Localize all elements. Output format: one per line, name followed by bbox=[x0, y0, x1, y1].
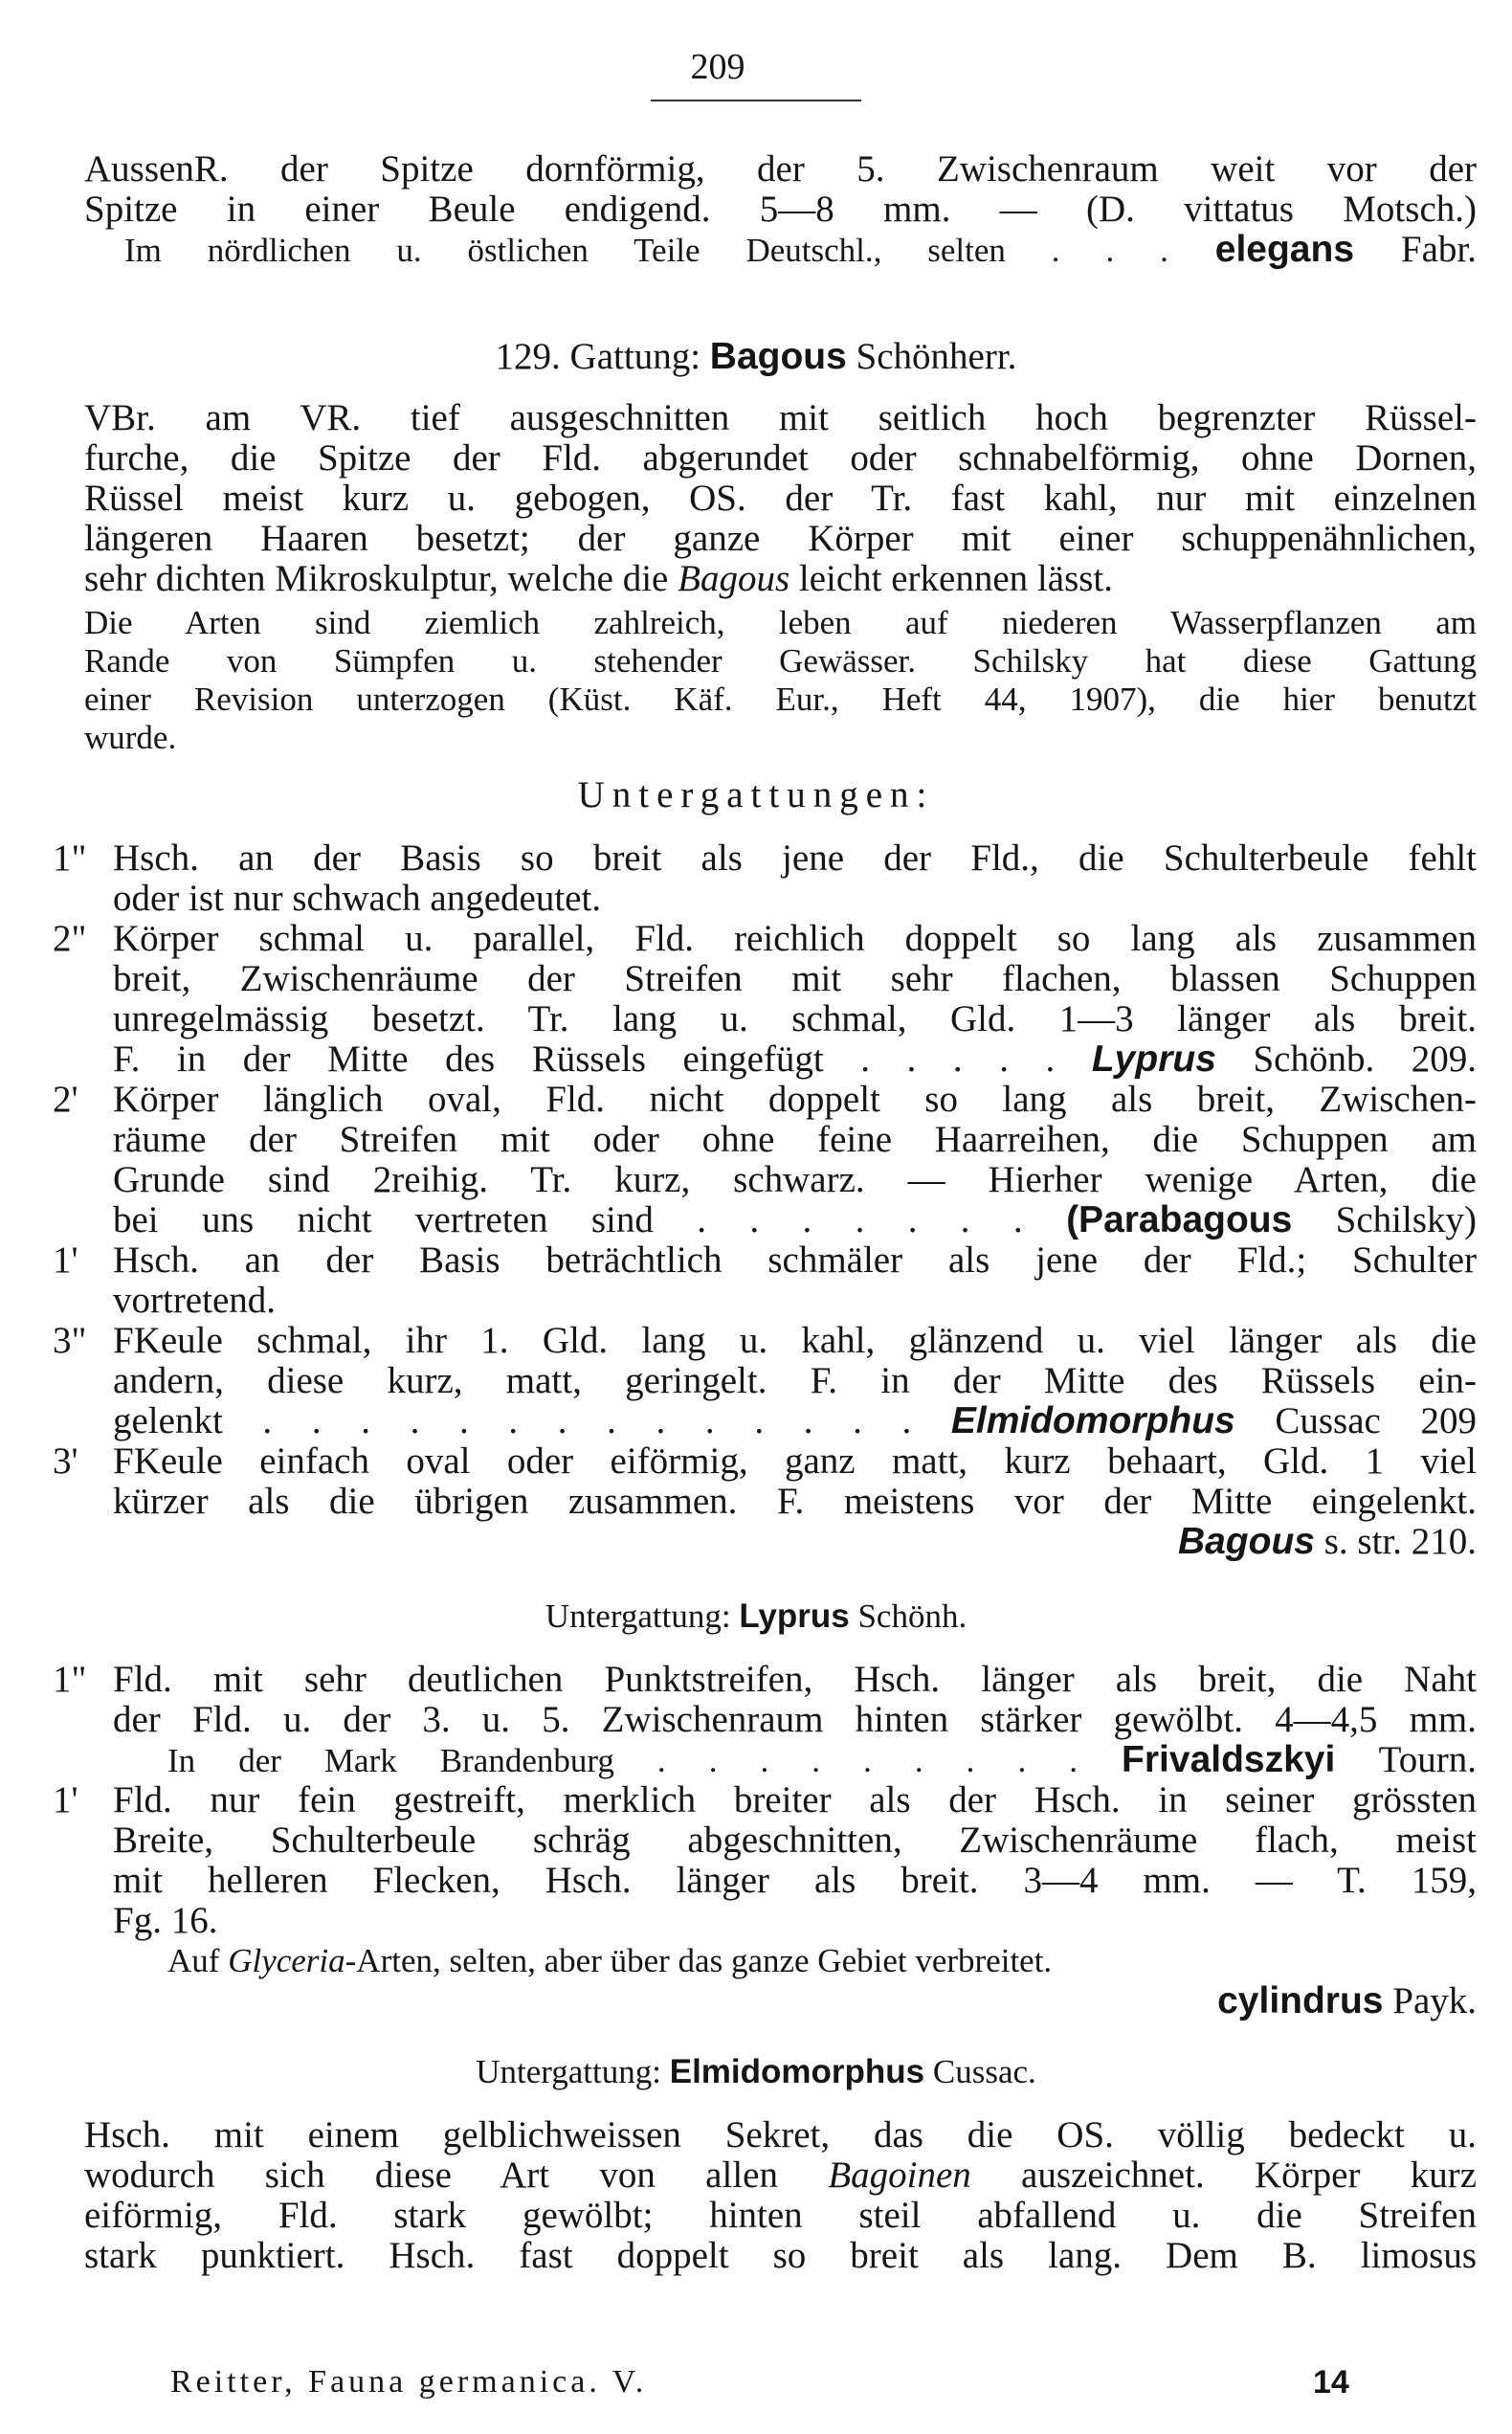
text-line: stark punktiert. Hsch. fast doppelt so breit als lang. Dem B. limosus bbox=[84, 2235, 1477, 2276]
genus-heading: 129. Gattung: Bagous Schönherr. bbox=[495, 336, 1017, 377]
key-line: Fld. mit sehr deutlichen Punktstreifen, Hsch. länger als breit, die Naht bbox=[113, 1659, 1477, 1700]
key-line: FKeule einfach oval oder eiförmig, ganz matt, kurz behaart, Gld. 1 viel bbox=[113, 1440, 1477, 1482]
key-line: Körper schmal u. parallel, Fld. reichlich doppelt so lang als zusammen bbox=[113, 918, 1477, 959]
key-line: FKeule schmal, ihr 1. Gld. lang u. kahl, glänzend u. viel länger als die bbox=[113, 1320, 1477, 1361]
key-line: Grunde sind 2reihig. Tr. kurz, schwarz. — Hierher wenige Arten, die bbox=[113, 1159, 1477, 1200]
key-number: 2" bbox=[53, 918, 87, 959]
key-line: mit helleren Flecken, Hsch. länger als breit. 3—4 mm. — T. 159, bbox=[113, 1860, 1477, 1901]
key-line: Fld. nur fein gestreift, merklich breiter als der Hsch. in seiner grössten bbox=[113, 1779, 1477, 1820]
key-number: 1" bbox=[53, 1659, 87, 1700]
subgenus-heading: Untergattung: Lyprus Schönh. bbox=[545, 1597, 967, 1635]
text-line: Im nördlichen u. östlichen Teile Deutschl., selten . . . elegans Fabr. bbox=[124, 229, 1478, 270]
text-line: furche, die Spitze der Fld. abgerundet oder schnabelförmig, ohne Dornen, bbox=[84, 437, 1477, 479]
note-line: wurde. bbox=[84, 719, 177, 756]
key-number: 2' bbox=[53, 1079, 78, 1120]
footer-source: Reitter, Fauna germanica. V. bbox=[170, 2364, 648, 2400]
key-line: bei uns nicht vertreten sind . . . . . . . (Parabagous Schilsky) bbox=[113, 1199, 1478, 1240]
key-line: Hsch. an der Basis beträchtlich schmäler als jene der Fld.; Schulter bbox=[113, 1239, 1477, 1281]
text-line: Spitze in einer Beule endigend. 5—8 mm. — (D. vittatus Motsch.) bbox=[84, 189, 1477, 230]
key-number: 1' bbox=[53, 1239, 78, 1281]
key-line: cylindrus Payk. bbox=[1217, 1980, 1477, 2021]
key-number: 1" bbox=[53, 837, 87, 879]
text-line: VBr. am VR. tief ausgeschnitten mit seitlich hoch begrenzter Rüssel- bbox=[84, 397, 1477, 438]
key-line: breit, Zwischenräume der Streifen mit sehr flachen, blassen Schuppen bbox=[113, 958, 1477, 999]
footer-signature: 14 bbox=[1313, 2364, 1349, 2401]
key-line: Bagous s. str. 210. bbox=[1177, 1521, 1477, 1562]
key-line: unregelmässig besetzt. Tr. lang u. schmal, Gld. 1—3 länger als breit. bbox=[113, 998, 1477, 1039]
key-line: andern, diese kurz, matt, geringelt. F. in der Mitte des Rüssels ein- bbox=[113, 1360, 1477, 1401]
section-heading: Untergattungen: bbox=[577, 774, 935, 815]
text-line: wodurch sich diese Art von allen Bagoinen auszeichnet. Körper kurz bbox=[84, 2155, 1478, 2196]
key-number: 3' bbox=[53, 1440, 78, 1482]
text-line: längeren Haaren besetzt; der ganze Körper mit einer schuppenähnlichen, bbox=[84, 518, 1477, 559]
key-line: kürzer als die übrigen zusammen. F. meistens vor der Mitte eingelenkt. bbox=[113, 1481, 1477, 1522]
key-line: Breite, Schulterbeule schräg abgeschnitten, Zwischenräume flach, meist bbox=[113, 1820, 1477, 1861]
subgenus-heading: Untergattung: Elmidomorphus Cussac. bbox=[476, 2053, 1036, 2090]
note-line: Rande von Sümpfen u. stehender Gewässer. Schilsky hat diese Gattung bbox=[84, 642, 1477, 680]
key-line: F. in der Mitte des Rüssels eingefügt . . . . . Lyprus Schönb. 209. bbox=[113, 1038, 1478, 1080]
key-line: In der Mark Brandenburg . . . . . . . . . Frivaldszkyi Tourn. bbox=[167, 1739, 1478, 1780]
text-line: Rüssel meist kurz u. gebogen, OS. der Tr. fast kahl, nur mit einzelnen bbox=[84, 478, 1477, 519]
page-number: 209 bbox=[690, 47, 745, 87]
note-line: einer Revision unterzogen (Küst. Käf. Eur., Heft 44, 1907), die hier benutzt bbox=[84, 681, 1477, 718]
key-line: vortretend. bbox=[113, 1280, 277, 1321]
text-line: Hsch. mit einem gelblichweissen Sekret, das die OS. völlig bedeckt u. bbox=[84, 2114, 1477, 2155]
key-number: 1' bbox=[53, 1779, 78, 1820]
key-line: gelenkt . . . . . . . . . . . . . . Elmidomorphus Cussac 209 bbox=[113, 1400, 1477, 1441]
header-rule bbox=[651, 100, 861, 101]
key-line: Fg. 16. bbox=[113, 1900, 218, 1941]
text-line: sehr dichten Mikroskulptur, welche die Bagous leicht erkennen lässt. bbox=[84, 558, 1114, 599]
key-number: 3" bbox=[53, 1320, 87, 1361]
key-line: der Fld. u. der 3. u. 5. Zwischenraum hinten stärker gewölbt. 4—4,5 mm. bbox=[113, 1699, 1477, 1740]
key-line: räume der Streifen mit oder ohne feine Haarreihen, die Schuppen am bbox=[113, 1119, 1477, 1160]
key-line: Hsch. an der Basis so breit als jene der Fld., die Schulterbeule fehlt bbox=[113, 837, 1477, 879]
note-line: Die Arten sind ziemlich zahlreich, leben auf niederen Wasserpflanzen am bbox=[84, 604, 1477, 641]
note-line: Auf Glyceria-Arten, selten, aber über das ganze Gebiet verbreitet. bbox=[167, 1942, 1053, 1979]
text-line: AussenR. der Spitze dornförmig, der 5. Zwischenraum weit vor der bbox=[84, 148, 1477, 190]
key-line: oder ist nur schwach angedeutet. bbox=[113, 878, 602, 919]
species-name: elegans bbox=[1214, 229, 1355, 270]
text-line: eiförmig, Fld. stark gewölbt; hinten steil abfallend u. die Streifen bbox=[84, 2195, 1477, 2236]
key-line: Körper länglich oval, Fld. nicht doppelt so lang als breit, Zwischen- bbox=[113, 1079, 1477, 1120]
